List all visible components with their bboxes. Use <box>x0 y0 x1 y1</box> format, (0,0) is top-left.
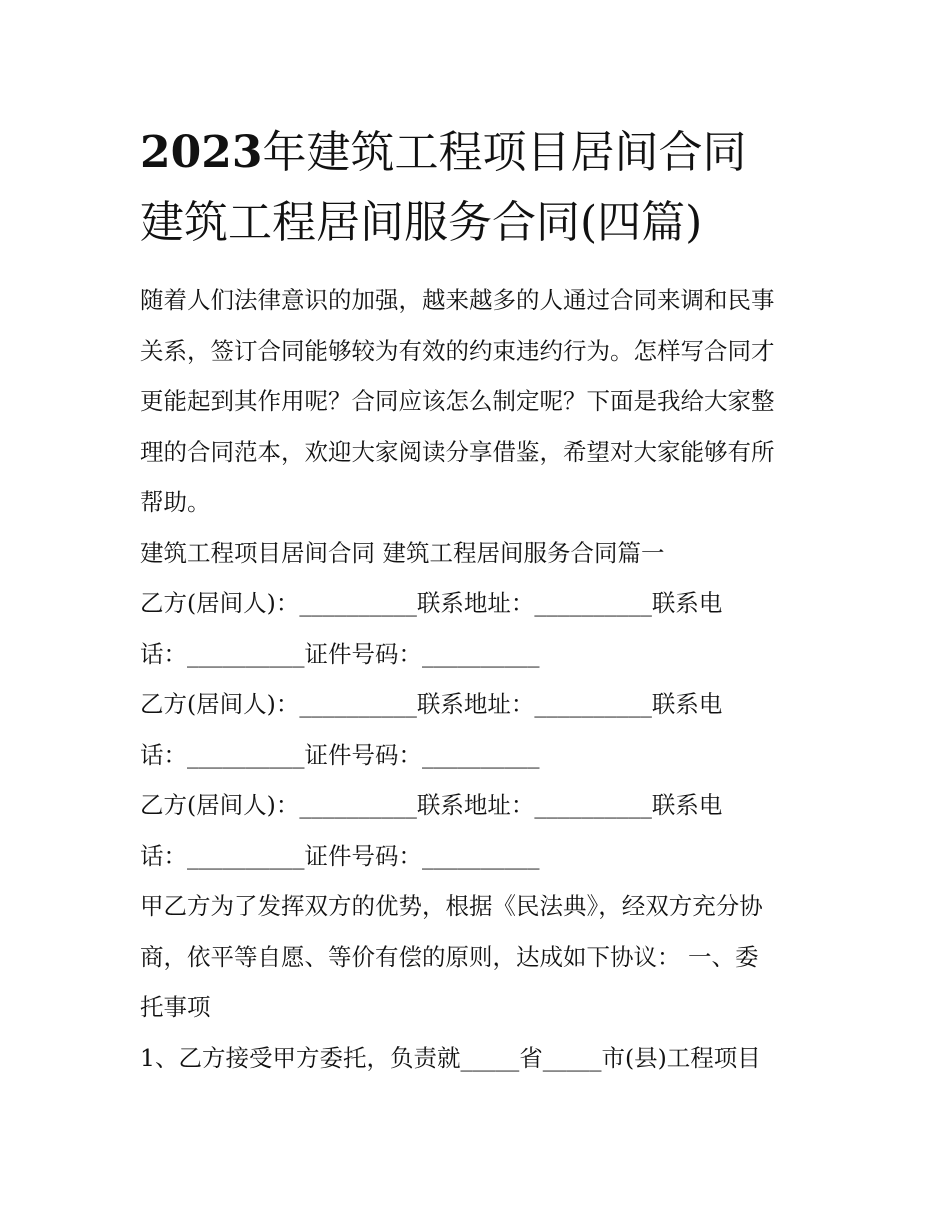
intro-line: 更能起到其作用呢？合同应该怎么制定呢？下面是我给大家整 <box>140 387 775 415</box>
title-line-1-text: 年建筑工程项目居间合同 <box>262 127 747 178</box>
document-body <box>140 275 820 1083</box>
document-title <box>140 118 820 258</box>
party-block <box>140 578 820 679</box>
party-line: 话：__________证件号码：__________ <box>140 639 540 668</box>
party-line: 乙方(居间人)：__________联系地址：__________联系电 <box>140 690 723 718</box>
title-line-2: 建筑工程居间服务合同(四篇) <box>140 197 703 248</box>
title-year: 2023 <box>140 127 263 178</box>
party-line: 乙方(居间人)：__________联系地址：__________联系电 <box>140 791 723 819</box>
agreement-paragraph <box>140 881 820 1033</box>
clause-line: 1、乙方接受甲方委托，负责就_____省_____市(县)工程项目 <box>140 1043 761 1072</box>
intro-line: 理的合同范本，欢迎大家阅读分享借鉴，希望对大家能够有所 <box>140 437 775 466</box>
party-line: 话：__________证件号码：__________ <box>140 740 540 769</box>
party-block <box>140 679 820 780</box>
title-line-1 <box>140 118 820 188</box>
agreement-line: 商，依平等自愿、等价有偿的原则，达成如下协议： 一、委 <box>140 942 759 971</box>
intro-line: 帮助。 <box>140 488 211 516</box>
section-heading <box>140 528 820 579</box>
party-line: 话：__________证件号码：__________ <box>140 841 540 870</box>
section-heading-text: 建筑工程项目居间合同 建筑工程居间服务合同篇一 <box>140 538 665 567</box>
party-block <box>140 780 820 881</box>
agreement-line: 托事项 <box>140 993 211 1021</box>
party-line: 乙方(居间人)：__________联系地址：__________联系电 <box>140 589 723 617</box>
intro-line: 关系，签订合同能够较为有效的约束违约行为。怎样写合同才 <box>140 336 775 365</box>
clause-1 <box>140 1033 820 1084</box>
intro-paragraph <box>140 275 820 528</box>
intro-line: 随着人们法律意识的加强，越来越多的人通过合同来调和民事 <box>140 286 775 314</box>
agreement-line: 甲乙方为了发挥双方的优势，根据《民法典》，经双方充分协 <box>140 892 763 920</box>
